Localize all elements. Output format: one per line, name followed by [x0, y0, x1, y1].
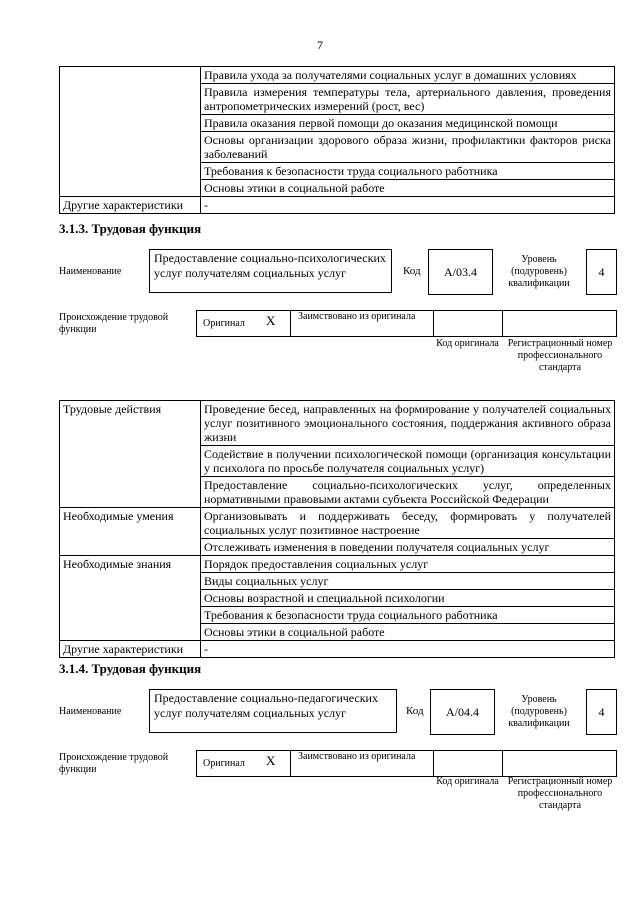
row-content: Виды социальных услуг — [201, 573, 615, 590]
origin-label: Происхождение трудовой функции — [59, 312, 169, 335]
function-table — [59, 400, 615, 658]
divider — [433, 310, 434, 337]
row-content: - — [201, 641, 615, 658]
row-content: Отслеживать изменения в поведении получателя социальных услуг — [201, 539, 615, 556]
original-mark: X — [266, 753, 276, 768]
row-content: Содействие в получении психологической помощи (организация консультации у психолога по просьбе получателя социальных услуг) — [201, 446, 615, 477]
table-row — [60, 641, 615, 658]
level-label: Уровень (подуровень) квалификации — [508, 254, 570, 289]
table-row — [60, 197, 615, 214]
name-label: Наименование — [59, 266, 122, 277]
row-content: Правила измерения температуры тела, артериального давления, проведения антропометрических измерений (рост, вес) — [201, 84, 615, 115]
row-content: Основы этики в социальной работе — [201, 624, 615, 641]
divider — [290, 750, 291, 777]
code-original-label: Код оригинала — [436, 776, 499, 787]
section-title: 3.1.4. Трудовая функция — [59, 661, 202, 676]
level-value: 4 — [586, 249, 617, 295]
row-content: Предоставление социально-психологических услуг, определенных нормативными правовыми актами субъекта Российской Федерации — [201, 477, 615, 508]
table-row — [60, 67, 615, 84]
divider — [502, 750, 503, 777]
code-value: А/03.4 — [428, 249, 493, 295]
function-name: Предоставление социально-педагогических услуг получателям социальных услуг — [149, 689, 397, 733]
row-label: Другие характеристики — [60, 197, 201, 214]
divider — [433, 750, 434, 777]
level-value: 4 — [586, 689, 617, 735]
code-value: А/04.4 — [430, 689, 495, 735]
divider — [502, 310, 503, 337]
reg-number-label: Регистрационный номер профессионального стандарта — [507, 338, 613, 373]
row-label: Необходимые умения — [60, 508, 201, 556]
row-content: Требования к безопасности труда социального работника — [201, 607, 615, 624]
row-content: Требования к безопасности труда социального работника — [201, 163, 615, 180]
row-content: Проведение бесед, направленных на формирование у получателей социальных услуг позитивного эмоционального состояния, поддержания активного образа жизни — [201, 401, 615, 446]
row-label: Трудовые действия — [60, 401, 201, 508]
row-content: Порядок предоставления социальных услуг — [201, 556, 615, 573]
level-label: Уровень (подуровень) квалификации — [508, 694, 570, 729]
origin-label: Происхождение трудовой функции — [59, 752, 169, 775]
row-label — [60, 67, 201, 197]
reg-number-label: Регистрационный номер профессионального стандарта — [507, 776, 613, 811]
table-row — [60, 401, 615, 446]
original-mark: X — [266, 313, 276, 328]
original-label: Оригинал — [203, 758, 245, 769]
section-title: 3.1.3. Трудовая функция — [59, 221, 202, 236]
row-content: Организовывать и поддерживать беседу, формировать у получателей социальных услуг позитивное настроение — [201, 508, 615, 539]
code-label: Код — [403, 265, 421, 277]
function-name: Предоставление социально-психологических услуг получателям социальных услуг — [149, 249, 392, 293]
table-row — [60, 508, 615, 539]
row-content: Правила ухода за получателями социальных услуг в домашних условиях — [201, 67, 615, 84]
row-content: Основы организации здорового образа жизни, профилактики факторов риска заболеваний — [201, 132, 615, 163]
borrowed-label: Заимствовано из оригинала — [298, 311, 416, 322]
name-label: Наименование — [59, 706, 122, 717]
divider — [290, 310, 291, 337]
row-content: Основы возрастной и специальной психологии — [201, 590, 615, 607]
knowledge-table-continued — [59, 66, 615, 214]
code-label: Код — [406, 705, 424, 717]
borrowed-label: Заимствовано из оригинала — [298, 751, 416, 762]
row-content: - — [201, 197, 615, 214]
original-label: Оригинал — [203, 318, 245, 329]
code-original-label: Код оригинала — [436, 338, 499, 349]
row-label: Другие характеристики — [60, 641, 201, 658]
table-row — [60, 556, 615, 573]
row-content: Основы этики в социальной работе — [201, 180, 615, 197]
row-content: Правила оказания первой помощи до оказания медицинской помощи — [201, 115, 615, 132]
page-number: 7 — [317, 38, 323, 52]
row-label: Необходимые знания — [60, 556, 201, 641]
